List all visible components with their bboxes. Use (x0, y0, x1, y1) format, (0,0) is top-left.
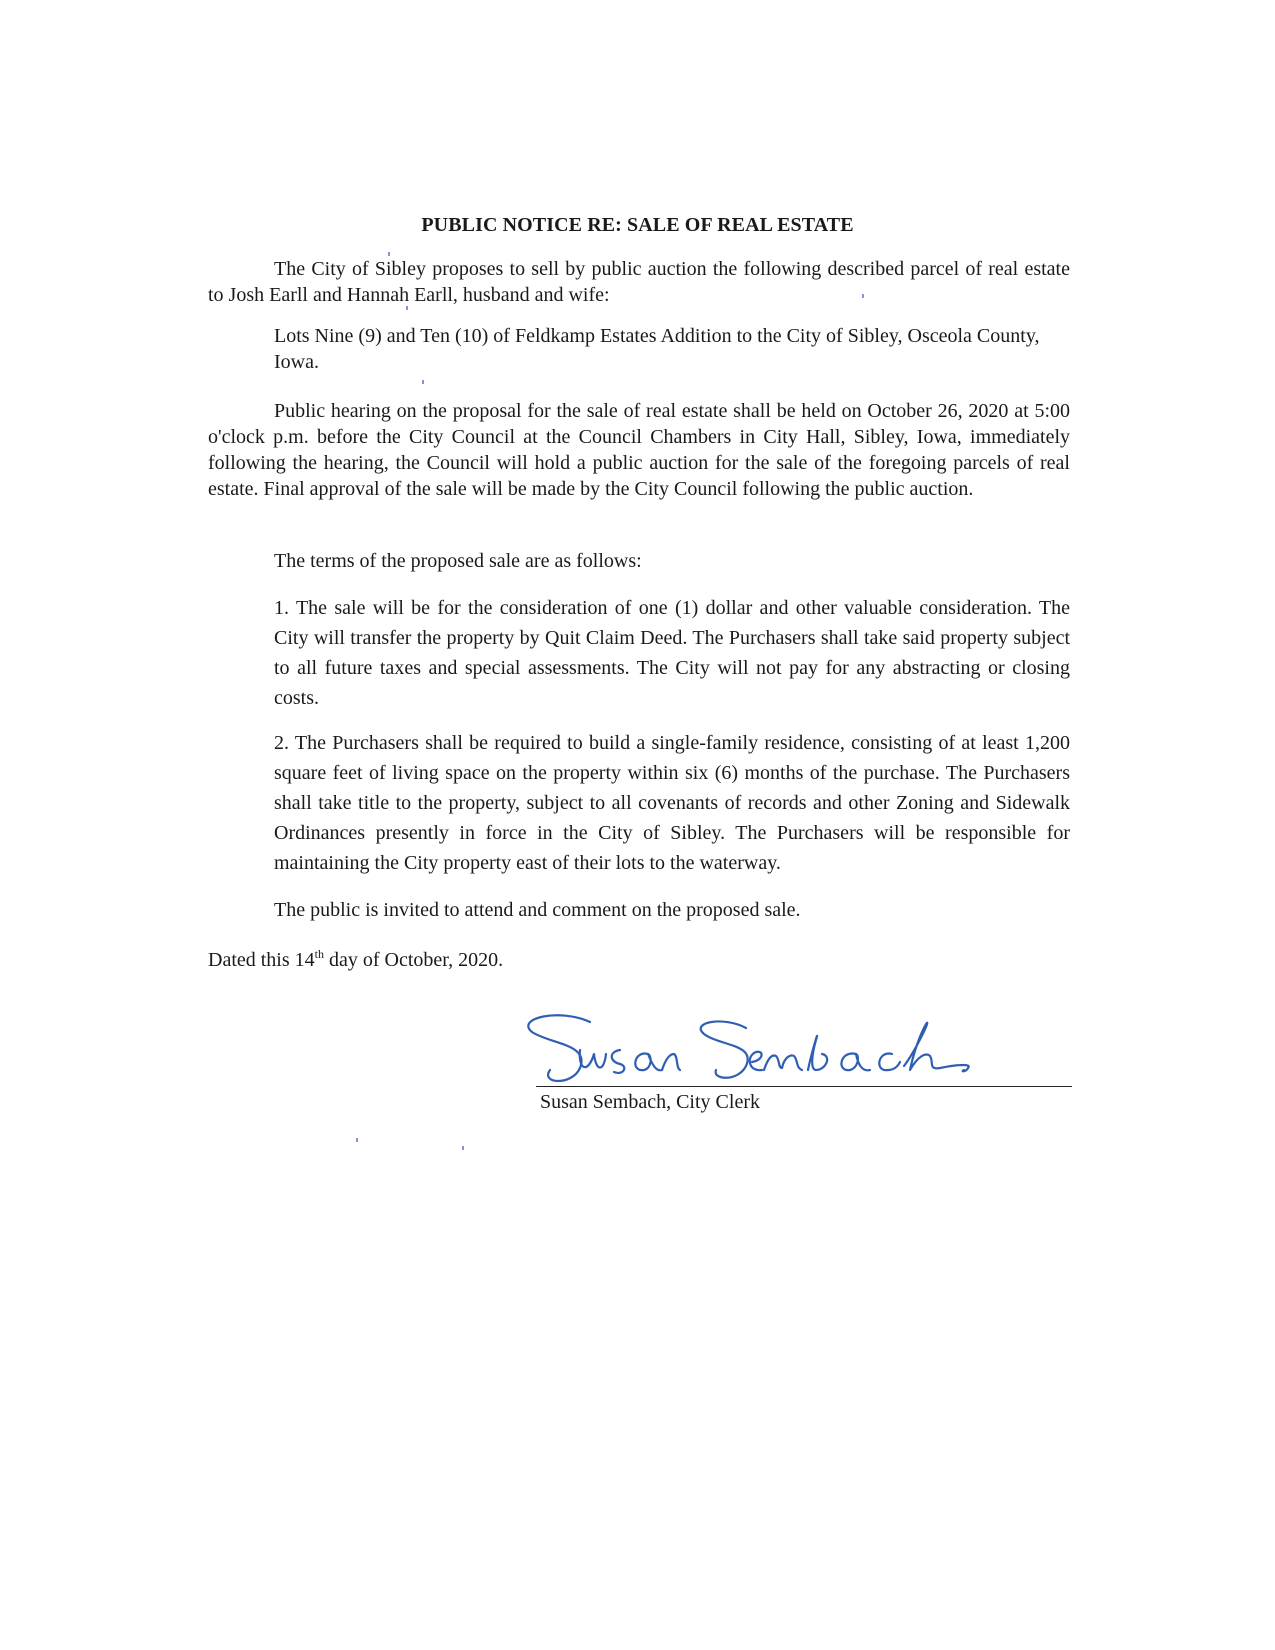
term-1: 1. The sale will be for the consideration of one (1) dollar and other valuable consideration. The City will transfer the property by Quit Claim Deed. The Purchasers shall take said property subject to all future taxes and special assessments. The City will not pay for any abstracting or closing costs. (274, 597, 1070, 709)
legal-description: Lots Nine (9) and Ten (10) of Feldkamp Estates Addition to the City of Sibley, Osceola County, Iowa. (274, 325, 1040, 373)
scan-speck (462, 1146, 464, 1150)
intro-paragraph: The City of Sibley proposes to sell by public auction the following described parcel of real estate to Josh Earll and Hannah Earll, husband and wife: (208, 258, 1070, 306)
scan-speck (862, 294, 864, 298)
scan-speck (356, 1138, 358, 1142)
dated-suffix: day of October, 2020. (324, 949, 504, 971)
dated-prefix: Dated this 14 (208, 949, 315, 971)
signature-line (536, 1086, 1072, 1087)
notice-title: PUBLIC NOTICE RE: SALE OF REAL ESTATE (421, 214, 854, 236)
scan-speck (422, 380, 424, 384)
handwritten-signature (520, 1010, 1080, 1090)
dated-line (208, 947, 1070, 973)
dated-superscript: th (314, 947, 324, 961)
scan-speck (406, 306, 408, 310)
signer-name: Susan Sembach, City Clerk (540, 1091, 760, 1113)
hearing-paragraph: Public hearing on the proposal for the sale of real estate shall be held on October 26, 2020 at 5:00 o'clock p.m. before the City Council at the Council Chambers in City Hall, Sibley, Iowa, immediately following the hearing, the Council will hold a public auction for the sale of the foregoing parcels of real estate. Final approval of the sale will be made by the City Council following the public auction. (208, 400, 1070, 500)
terms-intro: The terms of the proposed sale are as follows: (274, 550, 642, 572)
term-2: 2. The Purchasers shall be required to build a single-family residence, consisting of at least 1,200 square feet of living space on the property within six (6) months of the purchase. The Purchasers shall take title to the property, subject to all covenants of records and other Zoning and Sidewalk Ordinances presently in force in the City of Sibley. The Purchasers will be responsible for maintaining the City property east of their lots to the waterway. (274, 732, 1070, 874)
scan-speck (388, 252, 390, 256)
invitation-paragraph: The public is invited to attend and comment on the proposed sale. (274, 899, 801, 921)
